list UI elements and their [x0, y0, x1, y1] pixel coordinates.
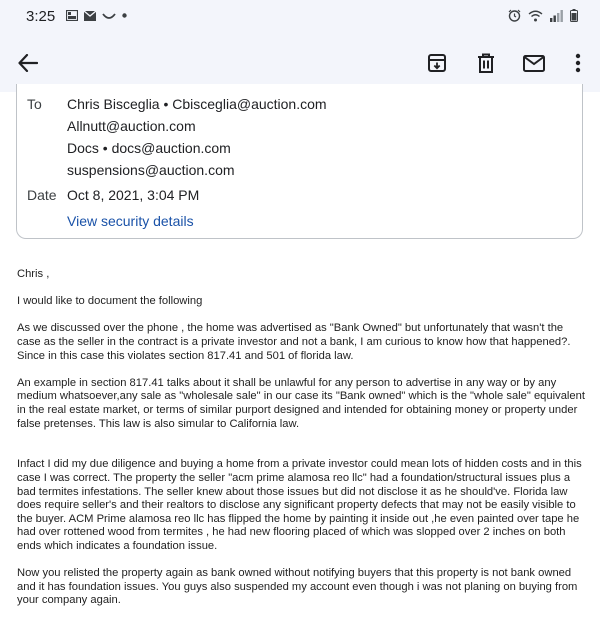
recipient-3: Docs • docs@auction.com [67, 140, 231, 156]
message-details-card [16, 84, 583, 239]
squiggle-icon [102, 12, 116, 20]
back-button[interactable] [14, 49, 42, 77]
signal-icon [550, 10, 563, 22]
mark-unread-button[interactable] [520, 49, 548, 77]
more-options-button[interactable] [564, 49, 592, 77]
dot-icon [122, 13, 127, 18]
body-paragraph-4: Infact I did my due diligence and buying a home from a private investor could mean lots of hidden costs and in this case I was correct. The property the seller "acm prime alamosa reo llc" had a foundation/structural issues plus a bad termites infestations. The seller knew about those issues but did not disclose it as he should've. Florida law does require seller's and their realtors to disclose any significant property defects that may not be easily visible to the buyer. ACM Prime alamosa reo llc has flipped the home by painting it inside out ,he even painted over tape he had over rottened wood from termites , he had new flooring placed of which was slopped over 2 inches on both ends which indicates a foundation issue. [17, 458, 582, 552]
mark-unread-icon [523, 55, 545, 72]
date-label: Date [27, 187, 57, 203]
system-icons [508, 9, 578, 22]
gallery-icon [66, 10, 78, 21]
more-vert-icon [575, 53, 581, 73]
body-paragraph-1: I would like to document the following [17, 295, 203, 308]
recipient-1: Chris Bisceglia • Cbisceglia@auction.com [67, 96, 327, 112]
delete-icon [477, 53, 495, 73]
mail-icon [84, 11, 96, 21]
body-paragraph-5: Now you relisted the property again as bank owned without notifying buyers that this property is not bank owned and it has foundation issues. You guys also suspended my account even though i was not planing on buying from your company again. [17, 567, 578, 607]
body-paragraph-2: As we discussed over the phone , the home was advertised as "Bank Owned" but unfortunately that wasn't the case as the seller in the contract is a private investor and not a bank, I am curious to know how that happened?. Since in this case this violates section 817.41 and 501 of florida law. [17, 322, 571, 362]
recipient-2: Allnutt@auction.com [67, 118, 196, 134]
body-paragraph-3: An example in section 817.41 talks about it shall be unlawful for any person to advertise in any way or by any medium whatsoever,any sale as "wholesale sale" in our case its "Bank owned" which is the "whole sale" equivalent in the real estate market, or terms of similar purport designed and intended for obtaining money or property under false pretenses. This law is also simular to California law. [17, 376, 585, 430]
back-arrow-icon [18, 54, 38, 72]
wifi-icon [528, 10, 543, 22]
status-bar [0, 0, 600, 34]
battery-icon [570, 9, 578, 22]
archive-icon [427, 53, 447, 73]
date-value: Oct 8, 2021, 3:04 PM [67, 187, 200, 203]
status-time: 3:25 [26, 8, 56, 25]
recipient-4: suspensions@auction.com [67, 162, 235, 178]
alarm-icon [508, 9, 521, 22]
to-label: To [27, 96, 42, 112]
greeting: Chris , [17, 268, 50, 280]
delete-button[interactable] [472, 49, 500, 77]
archive-button[interactable] [423, 49, 451, 77]
message-body [17, 268, 587, 621]
view-security-details-link[interactable]: View security details [67, 213, 194, 229]
notification-icons [66, 10, 127, 21]
